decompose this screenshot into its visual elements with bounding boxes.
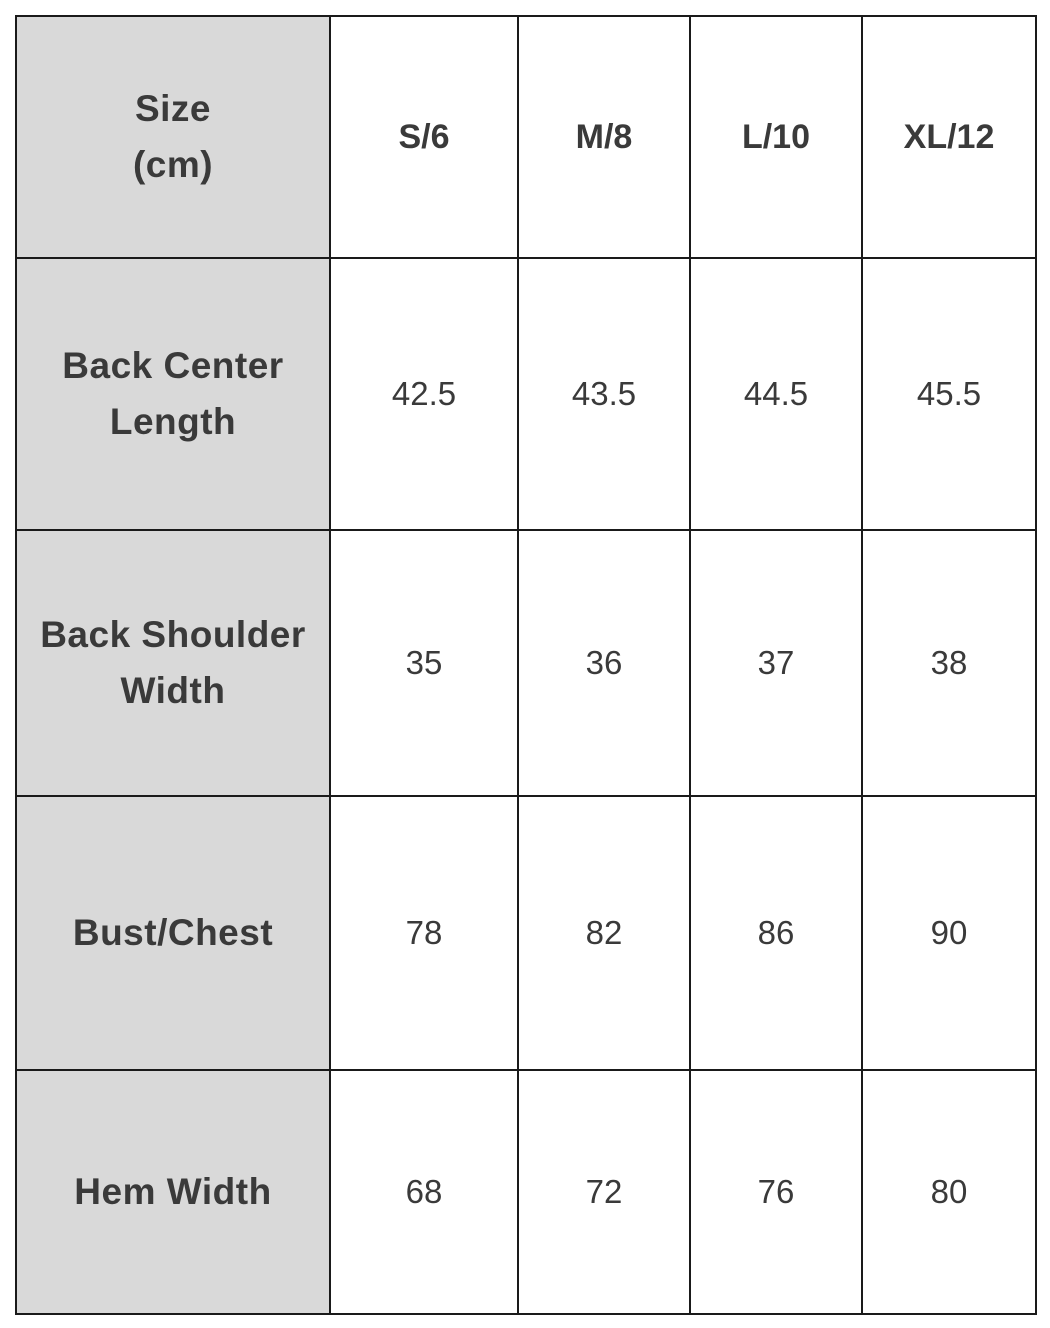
size-header: L/10 [690, 16, 862, 258]
table-cell: 80 [862, 1070, 1036, 1314]
table-cell: 35 [330, 530, 518, 796]
table-row-hem-width [16, 1070, 1036, 1314]
table-cell: 68 [330, 1070, 518, 1314]
table-cell: 72 [518, 1070, 690, 1314]
table-cell: 43.5 [518, 258, 690, 530]
row-label: Back Center Length [16, 258, 330, 530]
row-label: Bust/Chest [16, 796, 330, 1070]
corner-unit: (cm) [132, 144, 214, 185]
table-cell: 38 [862, 530, 1036, 796]
table-cell: 37 [690, 530, 862, 796]
size-header: M/8 [518, 16, 690, 258]
table-cell: 42.5 [330, 258, 518, 530]
table-cell: 86 [690, 796, 862, 1070]
size-header: S/6 [330, 16, 518, 258]
table-cell: 78 [330, 796, 518, 1070]
table-cell: 90 [862, 796, 1036, 1070]
table-row-back-center-length [16, 258, 1036, 530]
table-cell: 36 [518, 530, 690, 796]
header-row [16, 16, 1036, 258]
size-header: XL/12 [862, 16, 1036, 258]
table-cell: 82 [518, 796, 690, 1070]
size-chart-table [15, 15, 1037, 1315]
table-cell: 45.5 [862, 258, 1036, 530]
row-label: Back Shoulder Width [16, 530, 330, 796]
corner-title: Size [134, 88, 212, 129]
corner-cell [16, 16, 330, 258]
table-row-back-shoulder-width [16, 530, 1036, 796]
table-row-bust-chest [16, 796, 1036, 1070]
table-cell: 76 [690, 1070, 862, 1314]
table-cell: 44.5 [690, 258, 862, 530]
row-label: Hem Width [16, 1070, 330, 1314]
